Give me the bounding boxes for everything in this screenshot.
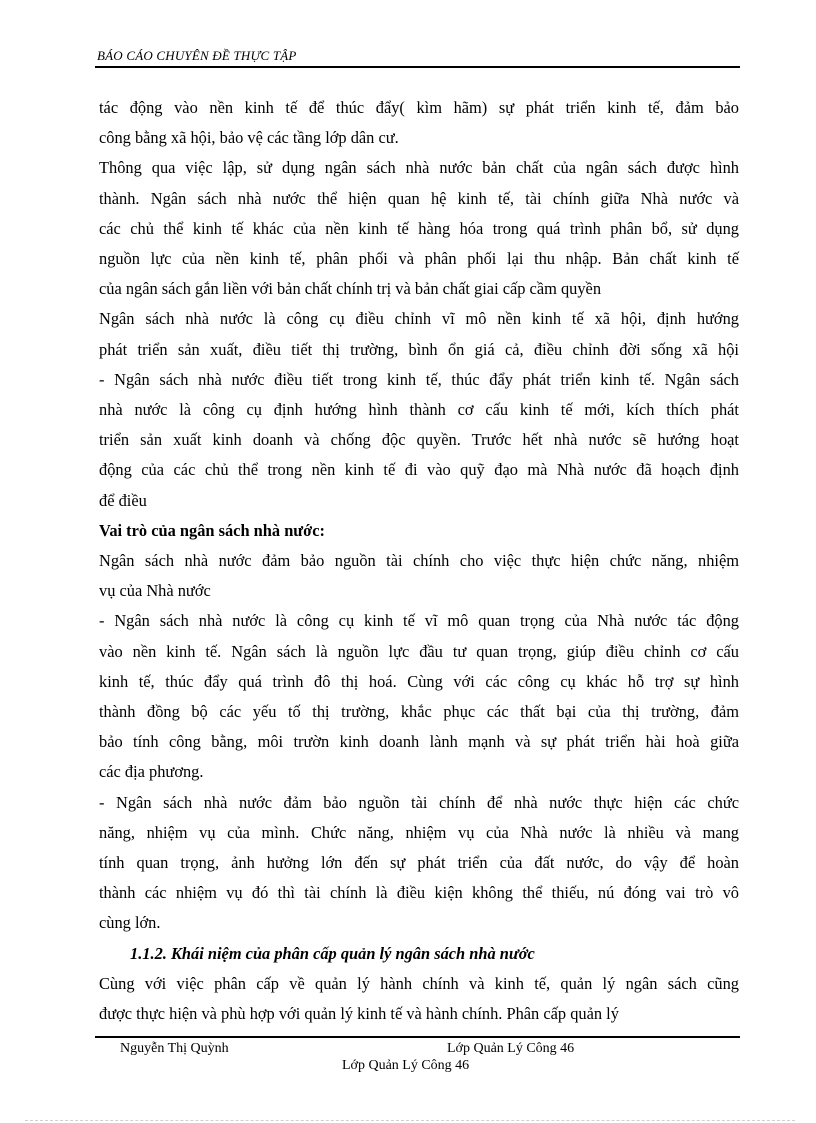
footer-divider xyxy=(95,1036,740,1038)
body-line: nguồn lực của nền kinh tế, phân phối và phân phối lại thu nhập. Bản chất kinh tế xyxy=(99,249,739,269)
body-line: tác động vào nền kinh tế để thúc đẩy( kìm hãm) sự phát triển kinh tế, đảm bảo xyxy=(99,98,739,117)
body-line: của ngân sách gắn liền với bản chất chính trị và bản chất giai cấp cầm quyền xyxy=(99,279,602,299)
body-line: Thông qua việc lập, sử dụng ngân sách nhà nước bản chất của ngân sách được hình xyxy=(99,158,739,178)
body-line: kinh tế, thúc đẩy quá trình đô thị hoá. Cùng với các công cụ khác hỗ trợ sự hình xyxy=(99,671,739,691)
body-line: các chủ thể kinh tế khác của nền kinh tế hàng hóa trong quá trình phân bổ, sử dụng xyxy=(99,218,739,238)
body-line: động của các chủ thể trong nền kinh tế đi vào quỹ đạo mà Nhà nước đã hoạch định xyxy=(99,460,739,480)
body-line: thành đồng bộ các yếu tố thị trường, khắc phục các thất bại của thị trường, đảm xyxy=(99,702,739,722)
body-line: tính quan trọng, ảnh hưởng lớn đến sự phát triển của đất nước, do vậy để hoàn xyxy=(99,853,739,873)
document-body xyxy=(99,93,739,1029)
body-line: Ngân sách nhà nước là công cụ điều chỉnh vĩ mô nền kinh tế xã hội, định hướng xyxy=(99,309,739,329)
header-divider xyxy=(95,66,740,68)
body-line: công bằng xã hội, bảo vệ các tầng lớp dân cư. xyxy=(99,128,399,148)
header-title: BÁO CÁO CHUYÊN ĐỀ THỰC TẬP xyxy=(97,48,297,63)
body-line: cùng lớn. xyxy=(99,913,161,933)
role-heading: Vai trò của ngân sách nhà nước: xyxy=(99,520,325,540)
body-line: Cùng với việc phân cấp về quản lý hành chính và kinh tế, quản lý ngân sách cũng xyxy=(99,973,739,993)
body-line: nhà nước là công cụ định hướng hình thành cơ cấu kinh tế mới, kích thích phát xyxy=(99,400,739,420)
body-line: các địa phương. xyxy=(99,762,204,782)
body-line: triển sản xuất kinh doanh và chống độc quyền. Trước hết nhà nước sẽ hướng hoạt xyxy=(99,430,739,450)
body-line: Ngân sách nhà nước đảm bảo nguồn tài chính cho việc thực hiện chức năng, nhiệm xyxy=(99,551,739,571)
page-edge xyxy=(25,1120,795,1121)
body-line: phát triển sản xuất, điều tiết thị trường, bình ổn giá cả, điều chỉnh đời sống xã hội xyxy=(99,339,739,359)
section-heading: 1.1.2. Khái niệm của phân cấp quản lý ngân sách nhà nước xyxy=(130,943,535,963)
body-line: vào nền kinh tế. Ngân sách là nguồn lực đầu tư quan trọng, giúp điều chỉnh cơ cấu xyxy=(99,641,739,661)
body-line: - Ngân sách nhà nước điều tiết trong kinh tế, thúc đẩy phát triển kinh tế. Ngân sách xyxy=(99,369,739,389)
body-line: thành các nhiệm vụ đó thì tài chính là điều kiện không thể thiếu, nú đóng vai trò vô xyxy=(99,883,739,903)
body-line: - Ngân sách nhà nước là công cụ kinh tế vĩ mô quan trọng của Nhà nước tác động xyxy=(99,611,739,631)
footer-author: Nguyễn Thị Quỳnh xyxy=(120,1041,229,1056)
footer-class-right: Lớp Quản Lý Công 46 xyxy=(447,1041,575,1056)
body-line: bảo tính công bằng, môi trườn kinh doanh lành mạnh và sự phát triển hài hoà giữa xyxy=(99,732,739,752)
footer-class-center: Lớp Quản Lý Công 46 xyxy=(342,1058,470,1073)
body-line: - Ngân sách nhà nước đảm bảo nguồn tài chính để nhà nước thực hiện các chức xyxy=(99,792,739,812)
body-line: để điều xyxy=(99,490,147,510)
body-line: được thực hiện và phù hợp với quản lý kinh tế và hành chính. Phân cấp quản lý xyxy=(99,1004,619,1024)
body-line: vụ của Nhà nước xyxy=(99,581,211,601)
body-line: năng, nhiệm vụ của mình. Chức năng, nhiệm vụ của Nhà nước là nhiều và mang xyxy=(99,822,739,842)
body-line: thành. Ngân sách nhà nước thể hiện quan hệ kinh tế, tài chính giữa Nhà nước và xyxy=(99,188,739,208)
